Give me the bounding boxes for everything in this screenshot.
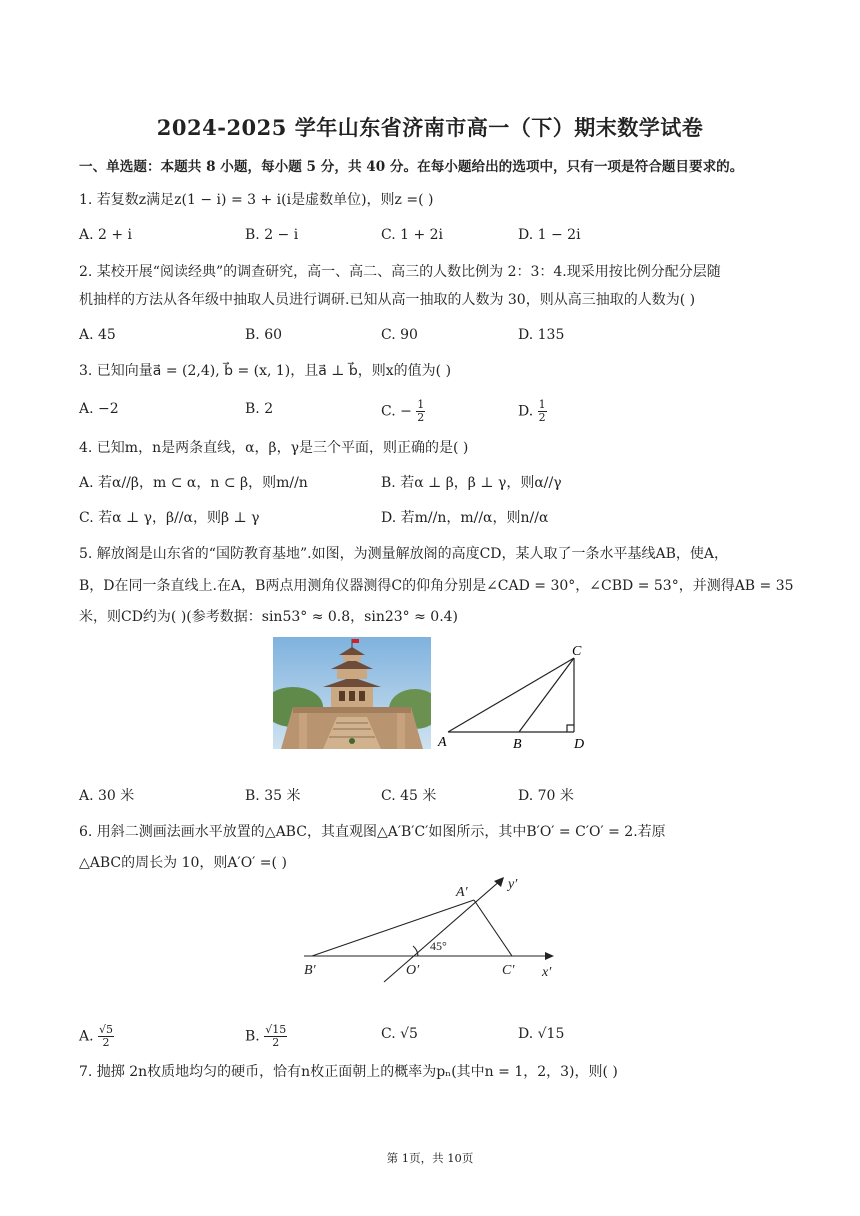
fig-label-y-prime: y′ <box>508 877 518 892</box>
fig-label-x-prime: x′ <box>542 965 552 980</box>
q6-option-d-value: √15 <box>537 1026 565 1042</box>
q6-option-a-fraction <box>98 1024 114 1049</box>
fig-label-a: A <box>438 735 447 750</box>
q5-option-d: D. 70 米 <box>518 788 574 804</box>
section-heading: 一、单选题：本题共 8 小题，每小题 5 分，共 40 分。在每小题给出的选项中，只有一项是符合题目要求的。 <box>79 159 744 175</box>
q4-option-d: D. 若m//n，m//α，则n//α <box>381 510 549 526</box>
fraction-numerator: 1 <box>538 398 546 411</box>
question-5-stem-line1: 5. 解放阁是山东省的“国防教育基地”.如图，为测量解放阁的高度CD，某人取了一条水平基线AB，使A， <box>79 546 729 562</box>
fraction-denominator: 2 <box>538 411 546 424</box>
q6-option-b <box>245 1024 287 1049</box>
fig-label-b-prime: B′ <box>304 963 316 978</box>
q4-option-a: A. 若α//β，m ⊂ α，n ⊂ β，则m//n <box>79 475 308 491</box>
q2-option-a: A. 45 <box>79 327 116 343</box>
q2-option-b: B. 60 <box>245 327 283 343</box>
q5-triangle-figure <box>436 640 596 752</box>
question-3-stem: 3. 已知向量a⃗ = (2,4), b⃗ = (x, 1)，且a⃗ ⊥ b⃗，则x的值为( ) <box>79 363 452 379</box>
q6-option-c-value: √5 <box>400 1026 418 1042</box>
fig-label-b: B <box>513 737 522 752</box>
q3-option-c-fraction <box>416 399 425 424</box>
q5-option-b: B. 35 米 <box>245 788 301 804</box>
page-footer: 第 1页，共 10页 <box>386 1151 474 1165</box>
q3-option-c <box>381 399 425 424</box>
liberation-pavilion-photo <box>273 637 431 749</box>
fig-label-o-prime: O′ <box>406 963 420 978</box>
fraction-denominator: 2 <box>102 1036 110 1049</box>
q3-option-d <box>518 399 547 424</box>
q4-option-c: C. 若α ⊥ γ，β//α，则β ⊥ γ <box>79 510 260 526</box>
fraction-numerator: √5 <box>99 1023 114 1036</box>
q5-option-c: C. 45 米 <box>381 788 437 804</box>
q6-option-a <box>79 1024 114 1049</box>
fig-label-c: C <box>572 644 582 659</box>
question-5-stem-line2: B，D在同一条直线上.在A，B两点用测角仪器测得C的仰角分别是∠CAD = 30°，∠CBD = 53°，并测得AB = 35 <box>79 578 794 594</box>
question-1-stem: 1. 若复数z满足z(1 − i) = 3 + i(i是虚数单位)，则z =( ) <box>79 192 434 208</box>
question-2-stem-line2: 机抽样的方法从各年级中抽取人员进行调研.已知从高一抽取的人数为 30，则从高三抽取的人数为( ) <box>79 292 696 308</box>
fraction-numerator: 1 <box>417 398 425 411</box>
q4-option-b: B. 若α ⊥ β，β ⊥ γ，则α//γ <box>381 475 562 491</box>
q6-option-b-fraction <box>264 1024 287 1049</box>
question-5-stem-line3: 米，则CD约为( )(参考数据：sin53° ≈ 0.8，sin23° ≈ 0.4) <box>79 609 459 625</box>
fig-angle-label: 45° <box>430 939 447 953</box>
q3-option-d-fraction <box>538 399 547 424</box>
q6-option-c <box>381 1024 418 1044</box>
q6-oblique-figure <box>296 872 566 984</box>
q5-option-a: A. 30 米 <box>79 788 135 804</box>
q3-option-d-prefix: D. <box>518 403 538 420</box>
question-7-stem: 7. 抛掷 2n枚质地均匀的硬币，恰有n枚正面朝上的概率为pₙ(其中n = 1，2，3)，则( ) <box>79 1064 618 1080</box>
page-title: 2024-2025 学年山东省济南市高一（下）期末数学试卷 <box>156 115 704 140</box>
q6-option-a-prefix: A. <box>79 1028 99 1045</box>
fraction-denominator: 2 <box>417 411 425 424</box>
q6-option-b-prefix: B. <box>245 1028 265 1045</box>
fraction-denominator: 2 <box>272 1036 280 1049</box>
question-4-stem: 4. 已知m，n是两条直线，α，β，γ是三个平面，则正确的是( ) <box>79 440 469 456</box>
q1-option-a: A. 2 + i <box>79 227 133 243</box>
q3-option-b: B. 2 <box>245 401 274 417</box>
q6-option-c-prefix: C. <box>381 1026 401 1042</box>
q1-option-c: C. 1 + 2i <box>381 227 444 243</box>
fig-label-d: D <box>574 737 585 752</box>
fig-label-a-prime: A′ <box>456 885 468 900</box>
q3-option-a: A. −2 <box>79 401 119 417</box>
q2-option-d: D. 135 <box>518 327 565 343</box>
question-6-stem-line1: 6. 用斜二测画法画水平放置的△ABC，其直观图△A′B′C′如图所示，其中B′O′ = C′O′ = 2.若原 <box>79 824 666 840</box>
question-2-stem-line1: 2. 某校开展“阅读经典”的调查研究，高一、高二、高三的人数比例为 2：3：4.现采用按比例分配分层随 <box>79 264 721 280</box>
q6-option-d-prefix: D. <box>518 1026 538 1042</box>
fig-label-c-prime: C′ <box>502 963 515 978</box>
fraction-numerator: √15 <box>265 1023 287 1036</box>
q1-option-b: B. 2 − i <box>245 227 299 243</box>
q6-option-d <box>518 1024 564 1044</box>
q3-option-c-prefix: C. − <box>381 403 412 420</box>
q1-option-d: D. 1 − 2i <box>518 227 581 243</box>
question-6-stem-line2: △ABC的周长为 10，则A′O′ =( ) <box>79 855 287 871</box>
q2-option-c: C. 90 <box>381 327 418 343</box>
